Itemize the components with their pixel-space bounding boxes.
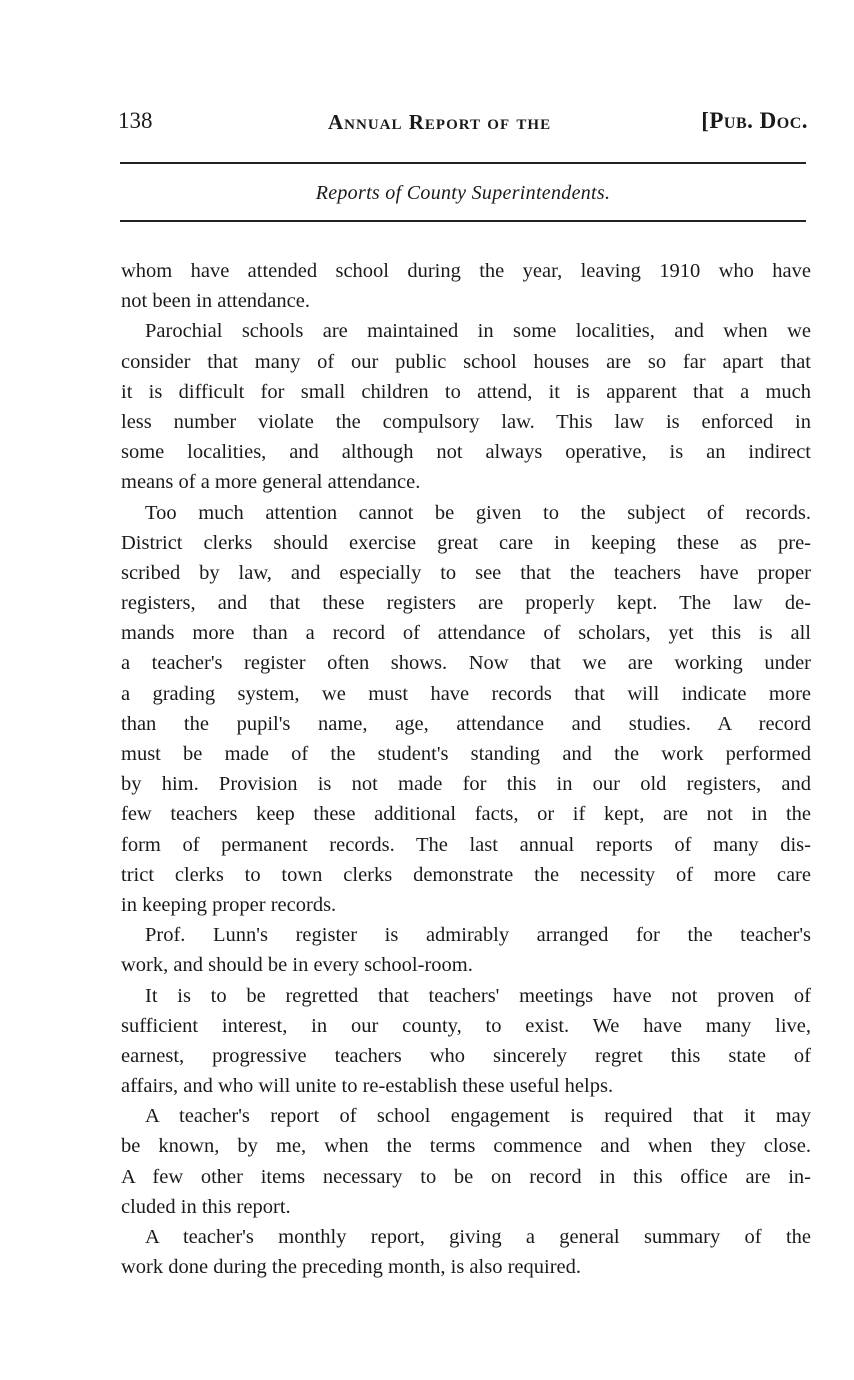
text-line: be known, by me, when the terms commence and when they close. — [121, 1135, 811, 1158]
text-line: Too much attention cannot be given to the subject of records. — [145, 501, 811, 524]
text-line: consider that many of our public school houses are so far apart that — [121, 350, 811, 373]
text-line: affairs, and who will unite to re-establish these useful helps. — [121, 1075, 614, 1098]
bottom-rule — [120, 220, 806, 222]
text-line: scribed by law, and especially to see that the teachers have proper — [121, 561, 811, 584]
text-line: in keeping proper records. — [121, 893, 337, 916]
text-line: mands more than a record of attendance of scholars, yet this is all — [121, 622, 811, 645]
text-line: must be made of the student's standing and the work performed — [121, 743, 811, 765]
text-line: cluded in this report. — [121, 1195, 291, 1218]
text-line: work, and should be in every school-room. — [121, 954, 473, 977]
page-number: 138 — [118, 108, 153, 133]
text-line: less number violate the compulsory law. This law is enforced in — [121, 410, 811, 433]
body-text — [121, 256, 811, 1282]
text-line: A few other items necessary to be on record in this office are in- — [121, 1165, 811, 1188]
text-line: means of a more general attendance. — [121, 471, 421, 494]
running-title: Annual Report of the — [328, 110, 552, 134]
text-line: than the pupil's name, age, attendance and studies. A record — [121, 712, 811, 735]
text-line: Prof. Lunn's register is admirably arranged for the teacher's — [145, 924, 811, 947]
text-line: registers, and that these registers are properly kept. The law de- — [121, 592, 811, 615]
text-line: whom have attended school during the year, leaving 1910 who have — [121, 260, 811, 282]
text-line: A teacher's monthly report, giving a general summary of the — [145, 1226, 811, 1248]
text-line: some localities, and although not always operative, is an indirect — [121, 441, 811, 464]
text-line: not been in attendance. — [121, 290, 310, 313]
running-head — [118, 108, 808, 138]
text-line: A teacher's report of school engagement is required that it may — [145, 1105, 811, 1128]
text-line: few teachers keep these additional facts, or if kept, are not in the — [121, 803, 811, 826]
text-line: a grading system, we must have records that will indicate more — [121, 682, 811, 705]
text-line: by him. Provision is not made for this in our old registers, and — [121, 773, 811, 796]
document-tag: [Pub. Doc. — [701, 108, 808, 133]
text-line: sufficient interest, in our county, to exist. We have many live, — [121, 1014, 811, 1037]
text-line: form of permanent records. The last annual reports of many dis- — [121, 833, 811, 856]
section-heading: Reports of County Superintendents. — [315, 182, 611, 204]
text-line: District clerks should exercise great care in keeping these as pre- — [121, 531, 811, 554]
text-line: a teacher's register often shows. Now that we are working under — [121, 652, 811, 675]
text-line: It is to be regretted that teachers' meetings have not proven of — [145, 984, 811, 1007]
text-line: it is difficult for small children to attend, it is apparent that a much — [121, 380, 811, 403]
text-line: earnest, progressive teachers who sincerely regret this state of — [121, 1044, 811, 1067]
top-rule — [120, 162, 806, 164]
text-line: Parochial schools are maintained in some localities, and when we — [145, 320, 811, 343]
text-line: trict clerks to town clerks demonstrate the necessity of more care — [121, 863, 811, 886]
text-line: work done during the preceding month, is also required. — [121, 1256, 581, 1279]
